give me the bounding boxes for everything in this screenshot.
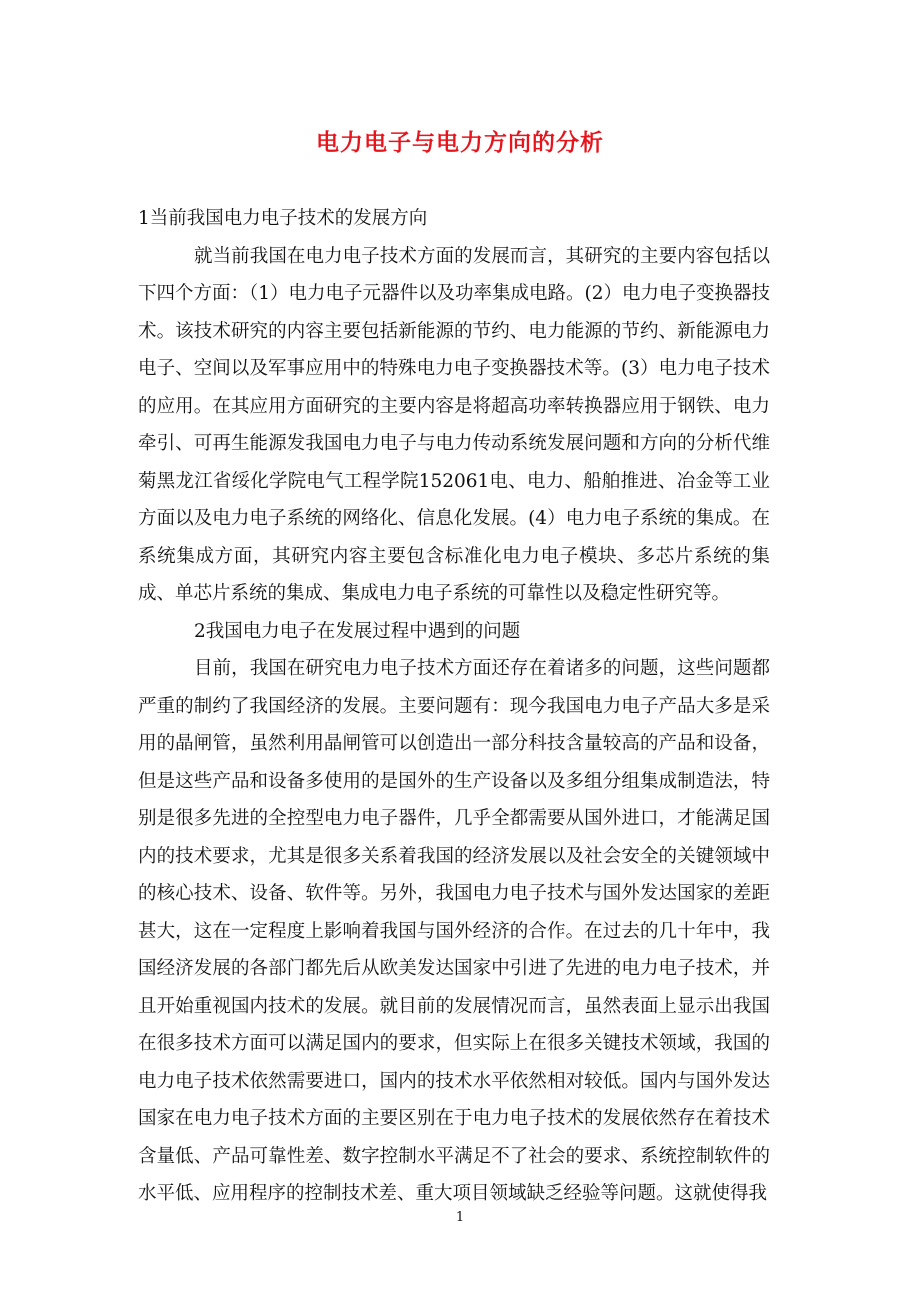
- section-paragraph-2: 目前，我国在研究电力电子技术方面还存在着诸多的问题，这些问题都严重的制约了我国经济的发展。主要问题有：现今我国电力电子产品大多是采用的晶闸管，虽然利用晶闸管可以创造出一部分科技含量较高的产品和设备，但是这些产品和设备多使用的是国外的生产设备以及多组分组集成制造法，特别是很多先进的全控型电力电子器件，几乎全都需要从国外进口，才能满足国内的技术要求，尤其是很多关系着我国的经济发展以及社会安全的关键领域中的核心技术、设备、软件等。另外，我国电力电子技术与国外发达国家的差距甚大，这在一定程度上影响着我国与国外经济的合作。在过去的几十年中，我国经济发展的各部门都先后从欧美发达国家中引进了先进的电力电子技术，并且开始重视国内技术的发展。就目前的发展情况而言，虽然表面上显示出我国在很多技术方面可以满足国内的要求，但实际上在很多关键技术领域，我国的电力电子技术依然需要进口，国内的技术水平依然相对较低。国内与国外发达国家在电力电子技术方面的主要区别在于电力电子技术的发展依然存在着技术含量低、产品可靠性差、数字控制水平满足不了社会的要求、系统控制软件的水平低、应用程序的控制技术差、重大项目领域缺乏经验等问题。这就使得我: [138, 658, 770, 1204]
- document-title: 电力电子与电力方向的分析: [316, 129, 604, 156]
- page-number: 1: [455, 1210, 465, 1225]
- section-heading-2: 2我国电力电子在发展过程中遇到的问题: [194, 620, 521, 642]
- section-heading-1: 1当前我国电力电子技术的发展方向: [138, 208, 428, 229]
- document-body: [138, 200, 770, 1213]
- section-paragraph-1: 就当前我国在电力电子技术方面的发展而言，其研究的主要内容包括以下四个方面：（1）电力电子元器件以及功率集成电路。(2）电力电子变换器技术。该技术研究的内容主要包括新能源的节约、电力能源的节约、新能源电力电子、空间以及军事应用中的特殊电力电子变换器技术等。(3）电力电子技术的应用。在其应用方面研究的主要内容是将超高功率转换器应用于钢铁、电力牵引、可再生能源发我国电力电子与电力传动系统发展问题和方向的分析代维菊黑龙江省绥化学院电气工程学院152061电、电力、船舶推进、冶金等工业方面以及电力电子系统的网络化、信息化发展。(4）电力电子系统的集成。在系统集成方面，其研究内容主要包含标准化电力电子模块、多芯片系统的集成、单芯片系统的集成、集成电力电子系统的可靠性以及稳定性研究等。: [138, 245, 771, 604]
